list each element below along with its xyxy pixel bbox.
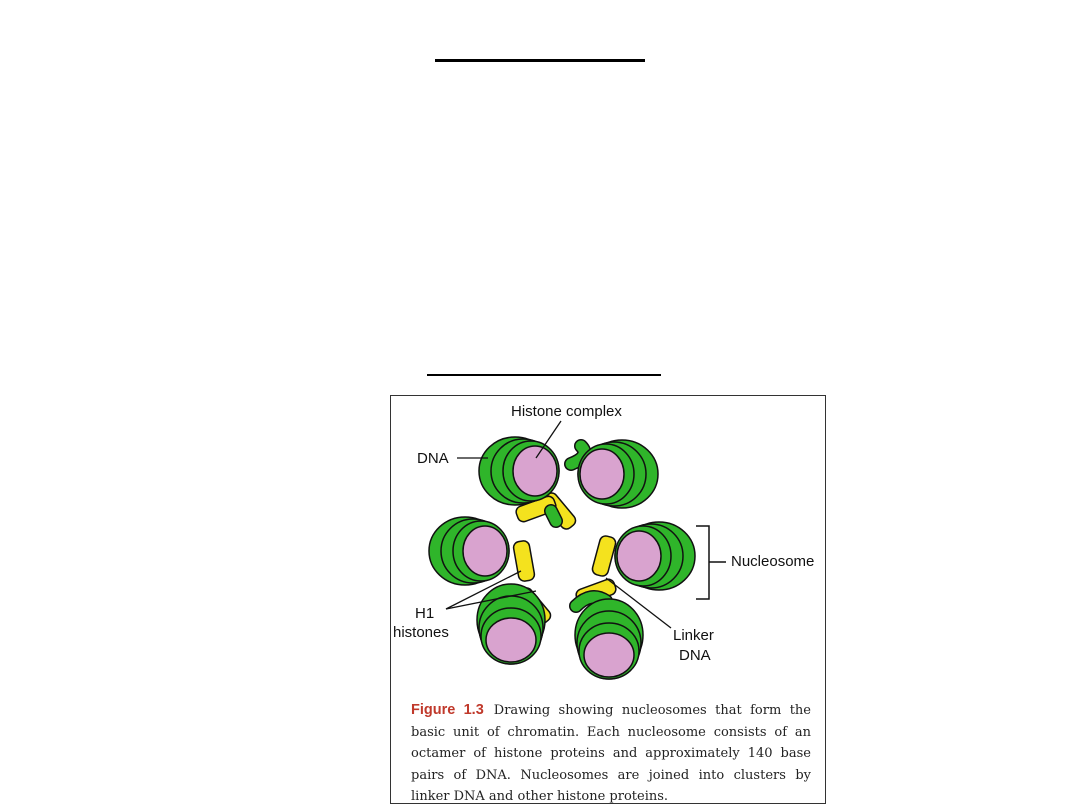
label-linker-dna: DNA	[679, 647, 711, 664]
label-linker: Linker	[673, 627, 714, 644]
top-rule	[435, 59, 645, 62]
label-h1: H1	[415, 605, 435, 622]
nucleosome-figure	[390, 395, 826, 804]
caption-text: Drawing showing nucleosomes that form the basic unit of chromatin. Each nucleosome consists of an octamer of histone proteins and approximately 140 base pairs of DNA. Nucleosomes are joined into clusters by linker DNA and other histone proteins.	[411, 703, 811, 804]
nucleosome-left	[429, 517, 509, 585]
nucleosome-top-right	[578, 440, 658, 508]
nucleosome-bracket	[696, 526, 709, 599]
nucleosome-diagram	[391, 396, 826, 696]
nucleosome-bottom-right	[575, 599, 643, 679]
middle-rule	[427, 374, 661, 376]
nucleosome-right	[615, 522, 695, 590]
figure-caption	[411, 700, 811, 804]
label-dna: DNA	[417, 450, 449, 467]
figure-number: Figure 1.3	[411, 702, 484, 718]
label-histones: histones	[393, 624, 449, 641]
nucleosome-top-left	[479, 437, 559, 505]
label-histone-complex: Histone complex	[511, 403, 622, 420]
label-nucleosome: Nucleosome	[731, 553, 815, 570]
